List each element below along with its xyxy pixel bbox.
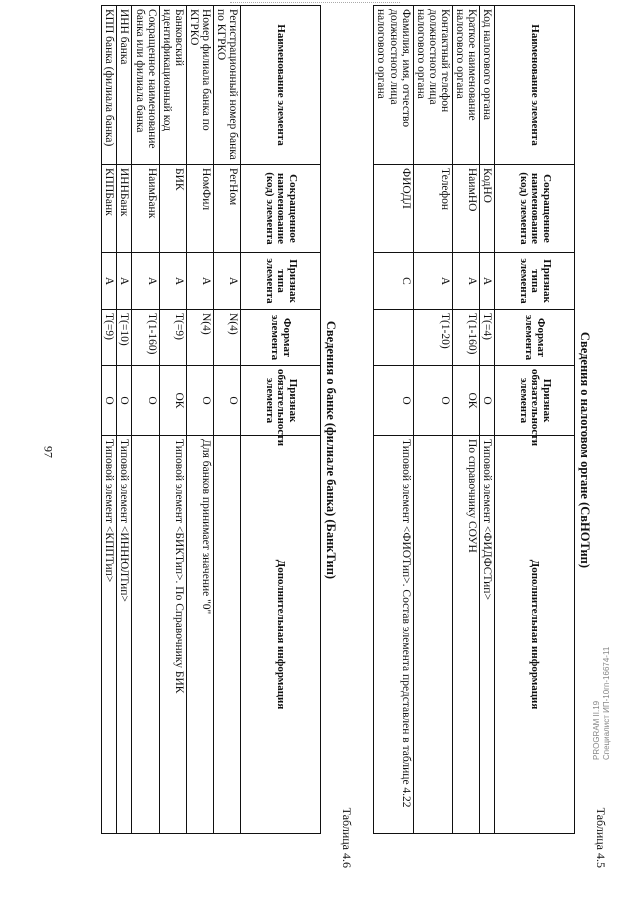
cell: А <box>102 253 117 310</box>
cell: А <box>452 253 479 310</box>
cell: КПП банка (филиала банка) <box>102 6 117 165</box>
cell: С <box>374 253 413 310</box>
table-row <box>186 6 213 834</box>
table-4-6-label: Таблица 4.6 <box>340 807 354 868</box>
cell: Контактный телефон должностного лица налогового органа <box>413 6 452 165</box>
cell: А <box>159 253 186 310</box>
table-row <box>159 6 186 834</box>
cell: ОК <box>452 366 479 436</box>
cell: О <box>102 366 117 436</box>
stamp-line: Специалист ИП-10гп-16674-11 <box>601 646 611 760</box>
table-4-6-header-row <box>241 6 321 834</box>
cell: Код налогового органа <box>479 6 494 165</box>
cell: КППБанк <box>102 165 117 253</box>
cell: КодНО <box>479 165 494 253</box>
cell: Типовой элемент <ФИОТип>. Состав элемента представлен в таблице 4.22 <box>374 436 413 834</box>
cell: О <box>479 366 494 436</box>
cell: N(4) <box>186 310 213 366</box>
cell: По справочнику СОУН <box>452 436 479 834</box>
cell: T(1-20) <box>413 310 452 366</box>
header-format: Формат элемента <box>495 310 575 366</box>
cell <box>413 436 452 834</box>
table-4-5-header-row <box>495 6 575 834</box>
table-4-5 <box>373 5 575 834</box>
cell: А <box>213 253 240 310</box>
cell: А <box>117 253 132 310</box>
header-short-code: Сокращенное наименование (код) элемента <box>495 165 575 253</box>
header-format: Формат элемента <box>241 310 321 366</box>
cell: N(4) <box>213 310 240 366</box>
scan-artifact-line <box>230 2 400 3</box>
cell: Краткое наименование налогового органа <box>452 6 479 165</box>
cell: О <box>374 366 413 436</box>
cell: Типовой элемент <ФИДФСТип> <box>479 436 494 834</box>
cell <box>213 436 240 834</box>
cell: ОК <box>159 366 186 436</box>
header-extra-info: Дополнительная информация <box>495 436 575 834</box>
cell: А <box>479 253 494 310</box>
table-row <box>213 6 240 834</box>
cell: Сокращенное наименование банка или филиала банка <box>132 6 159 165</box>
table-row <box>479 6 494 834</box>
cell: НаимБанк <box>132 165 159 253</box>
cell: РегНом <box>213 165 240 253</box>
cell: О <box>186 366 213 436</box>
cell: А <box>413 253 452 310</box>
cell <box>374 310 413 366</box>
table-4-6-caption: Сведения о банке (филиале банка) (БанкТип) <box>324 320 338 580</box>
cell: T(=4) <box>479 310 494 366</box>
cell: T(=9) <box>102 310 117 366</box>
cell: T(=10) <box>117 310 132 366</box>
stamp-line: PROGRAM II.19 <box>592 700 601 760</box>
table-row <box>452 6 479 834</box>
cell: БИК <box>159 165 186 253</box>
header-required-flag: Признак обязательности элемента <box>241 366 321 436</box>
cell: А <box>132 253 159 310</box>
cell: ФИОДЛ <box>374 165 413 253</box>
page-number: 97 <box>41 446 56 458</box>
scan-stamp <box>592 647 611 760</box>
cell: НаимНО <box>452 165 479 253</box>
header-type-flag: Признак типа элемента <box>241 253 321 310</box>
header-required-flag: Признак обязательности элемента <box>495 366 575 436</box>
header-type-flag: Признак типа элемента <box>495 253 575 310</box>
table-row <box>117 6 132 834</box>
cell <box>132 436 159 834</box>
cell: НомФил <box>186 165 213 253</box>
cell: А <box>186 253 213 310</box>
cell: ИНН банка <box>117 6 132 165</box>
cell: Фамилия, имя, отчество должностного лица налогового органа <box>374 6 413 165</box>
cell: Банковский идентификационный код <box>159 6 186 165</box>
cell: Типовой элемент <ИННЮЛТип> <box>117 436 132 834</box>
table-4-6 <box>101 5 321 834</box>
cell: О <box>117 366 132 436</box>
table-row <box>413 6 452 834</box>
cell: Регистрационный номер банка по КГРКО <box>213 6 240 165</box>
cell: О <box>213 366 240 436</box>
cell: Для банков принимает значение "0" <box>186 436 213 834</box>
table-row <box>132 6 159 834</box>
cell: T(1-160) <box>132 310 159 366</box>
cell: О <box>413 366 452 436</box>
header-element-name: Наименование элемента <box>241 6 321 165</box>
cell: Телефон <box>413 165 452 253</box>
table-row <box>102 6 117 834</box>
table-4-5-label: Таблица 4.5 <box>594 807 608 868</box>
table-4-5-caption: Сведения о налоговом органе (СвНОТип) <box>578 331 592 569</box>
table-row <box>374 6 413 834</box>
cell: T(=9) <box>159 310 186 366</box>
header-extra-info: Дополнительная информация <box>241 436 321 834</box>
cell: ИННБанк <box>117 165 132 253</box>
cell: Номер филиала банка по КГРКО <box>186 6 213 165</box>
cell: О <box>132 366 159 436</box>
header-element-name: Наименование элемента <box>495 6 575 165</box>
rotated-page-content <box>30 9 610 870</box>
cell: Типовой элемент <КППТип> <box>102 436 117 834</box>
cell: Типовой элемент <БИКТип>. По Справочнику БИК <box>159 436 186 834</box>
cell: T(1-160) <box>452 310 479 366</box>
header-short-code: Сокращенное наименование (код) элемента <box>241 165 321 253</box>
